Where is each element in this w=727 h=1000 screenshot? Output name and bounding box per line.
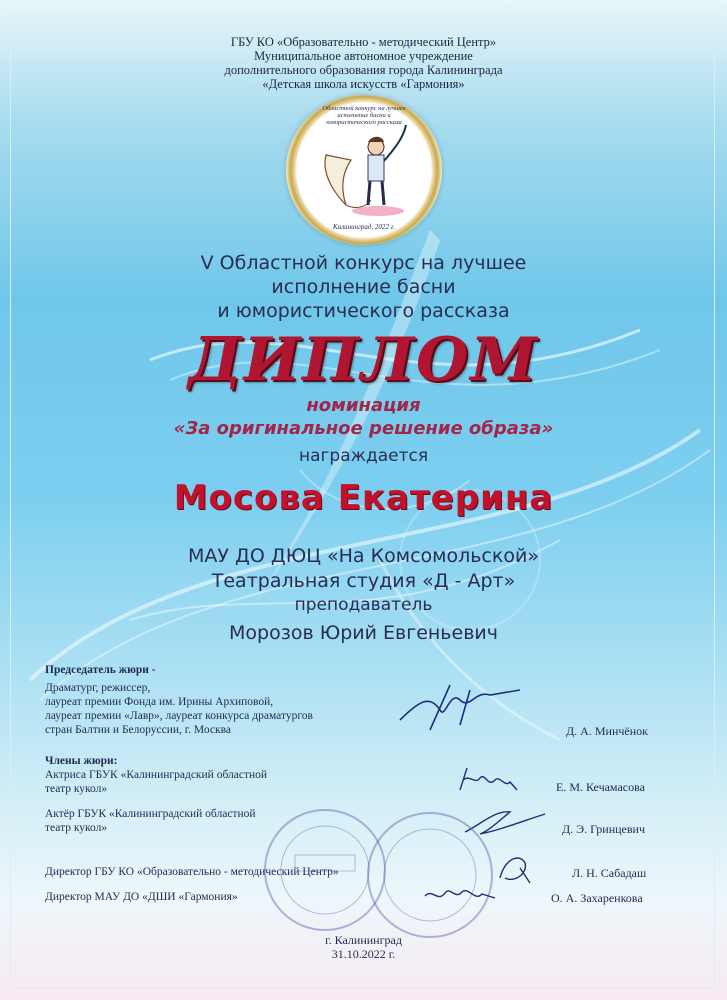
jury-chair-desc-3: лауреат премии «Лавр», лауреат конкурса драматургов	[45, 710, 313, 722]
member2-name: Д. Э. Гринцевич	[562, 822, 646, 836]
signature-member1-icon	[455, 760, 535, 800]
member2-desc-2: театр кукол»	[45, 822, 108, 834]
jury-chair-name: Д. А. Минчёнок	[566, 724, 648, 738]
org-line-3: дополнительного образования города Калининграда	[224, 63, 503, 77]
director1-name: Л. Н. Сабадаш	[572, 866, 647, 880]
logo-arc-text: Областной конкурс на лучшее исполнение басни и юмористического рассказа	[322, 105, 406, 126]
jury-chair-desc-4: стран Балтии и Белоруссии, г. Москва	[45, 724, 231, 736]
org-line-1: ГБУ КО «Образовательно - методический Центр»	[230, 35, 497, 49]
jury-members-label: Члены жюри:	[45, 755, 118, 767]
logo-bottom-text: Калининград, 2022 г.	[332, 223, 396, 231]
teacher-name: Морозов Юрий Евгеньевич	[229, 622, 498, 644]
diploma-title: ДИПЛОМ	[188, 325, 539, 395]
teacher-label: преподаватель	[294, 595, 433, 615]
director1-desc: Директор ГБУ КО «Образовательно - методический Центр»	[45, 866, 339, 878]
institution-line-2: Театральная студия «Д - Арт»	[211, 570, 516, 592]
contest-line-3: и юмористического рассказа	[217, 300, 510, 322]
institution-line-1: МАУ ДО ДЮЦ «На Комсомольской»	[188, 545, 539, 567]
contest-line-1: V Областной конкурс на лучшее	[200, 252, 527, 274]
jury-chair-label: Председатель жюри -	[45, 664, 156, 676]
contest-line-2: исполнение басни	[271, 276, 456, 298]
signature-chair-icon	[390, 670, 530, 740]
recipient-name: Мосова Екатерина	[173, 478, 554, 518]
nomination-value: «За оригинальное решение образа»	[173, 418, 554, 439]
nomination-label: номинация	[306, 395, 421, 416]
member1-name: Е. М. Кечамасова	[556, 780, 645, 794]
footer-city: г. Калининград	[325, 933, 402, 947]
org-line-4: «Детская школа искусств «Гармония»	[262, 77, 465, 91]
footer-date: 31.10.2022 г.	[331, 947, 396, 961]
member1-desc-2: театр кукол»	[45, 783, 108, 795]
contest-logo	[286, 95, 442, 245]
org-line-2: Муниципальное автономное учреждение	[254, 49, 473, 63]
member2-desc-1: Актёр ГБУК «Калининградский областной	[45, 808, 256, 820]
signature-director2-icon	[420, 878, 500, 908]
director2-name: О. А. Захаренкова	[551, 891, 643, 905]
jury-chair-desc-2: лауреат премии Фонда им. Ирины Архиповой,	[45, 696, 274, 708]
member1-desc-1: Актриса ГБУК «Калининградский областной	[45, 769, 268, 781]
awarded-label: награждается	[298, 446, 429, 466]
director2-desc: Директор МАУ ДО «ДШИ «Гармония»	[45, 891, 238, 903]
jury-chair-desc-1: Драматург, режиссер,	[45, 682, 151, 694]
